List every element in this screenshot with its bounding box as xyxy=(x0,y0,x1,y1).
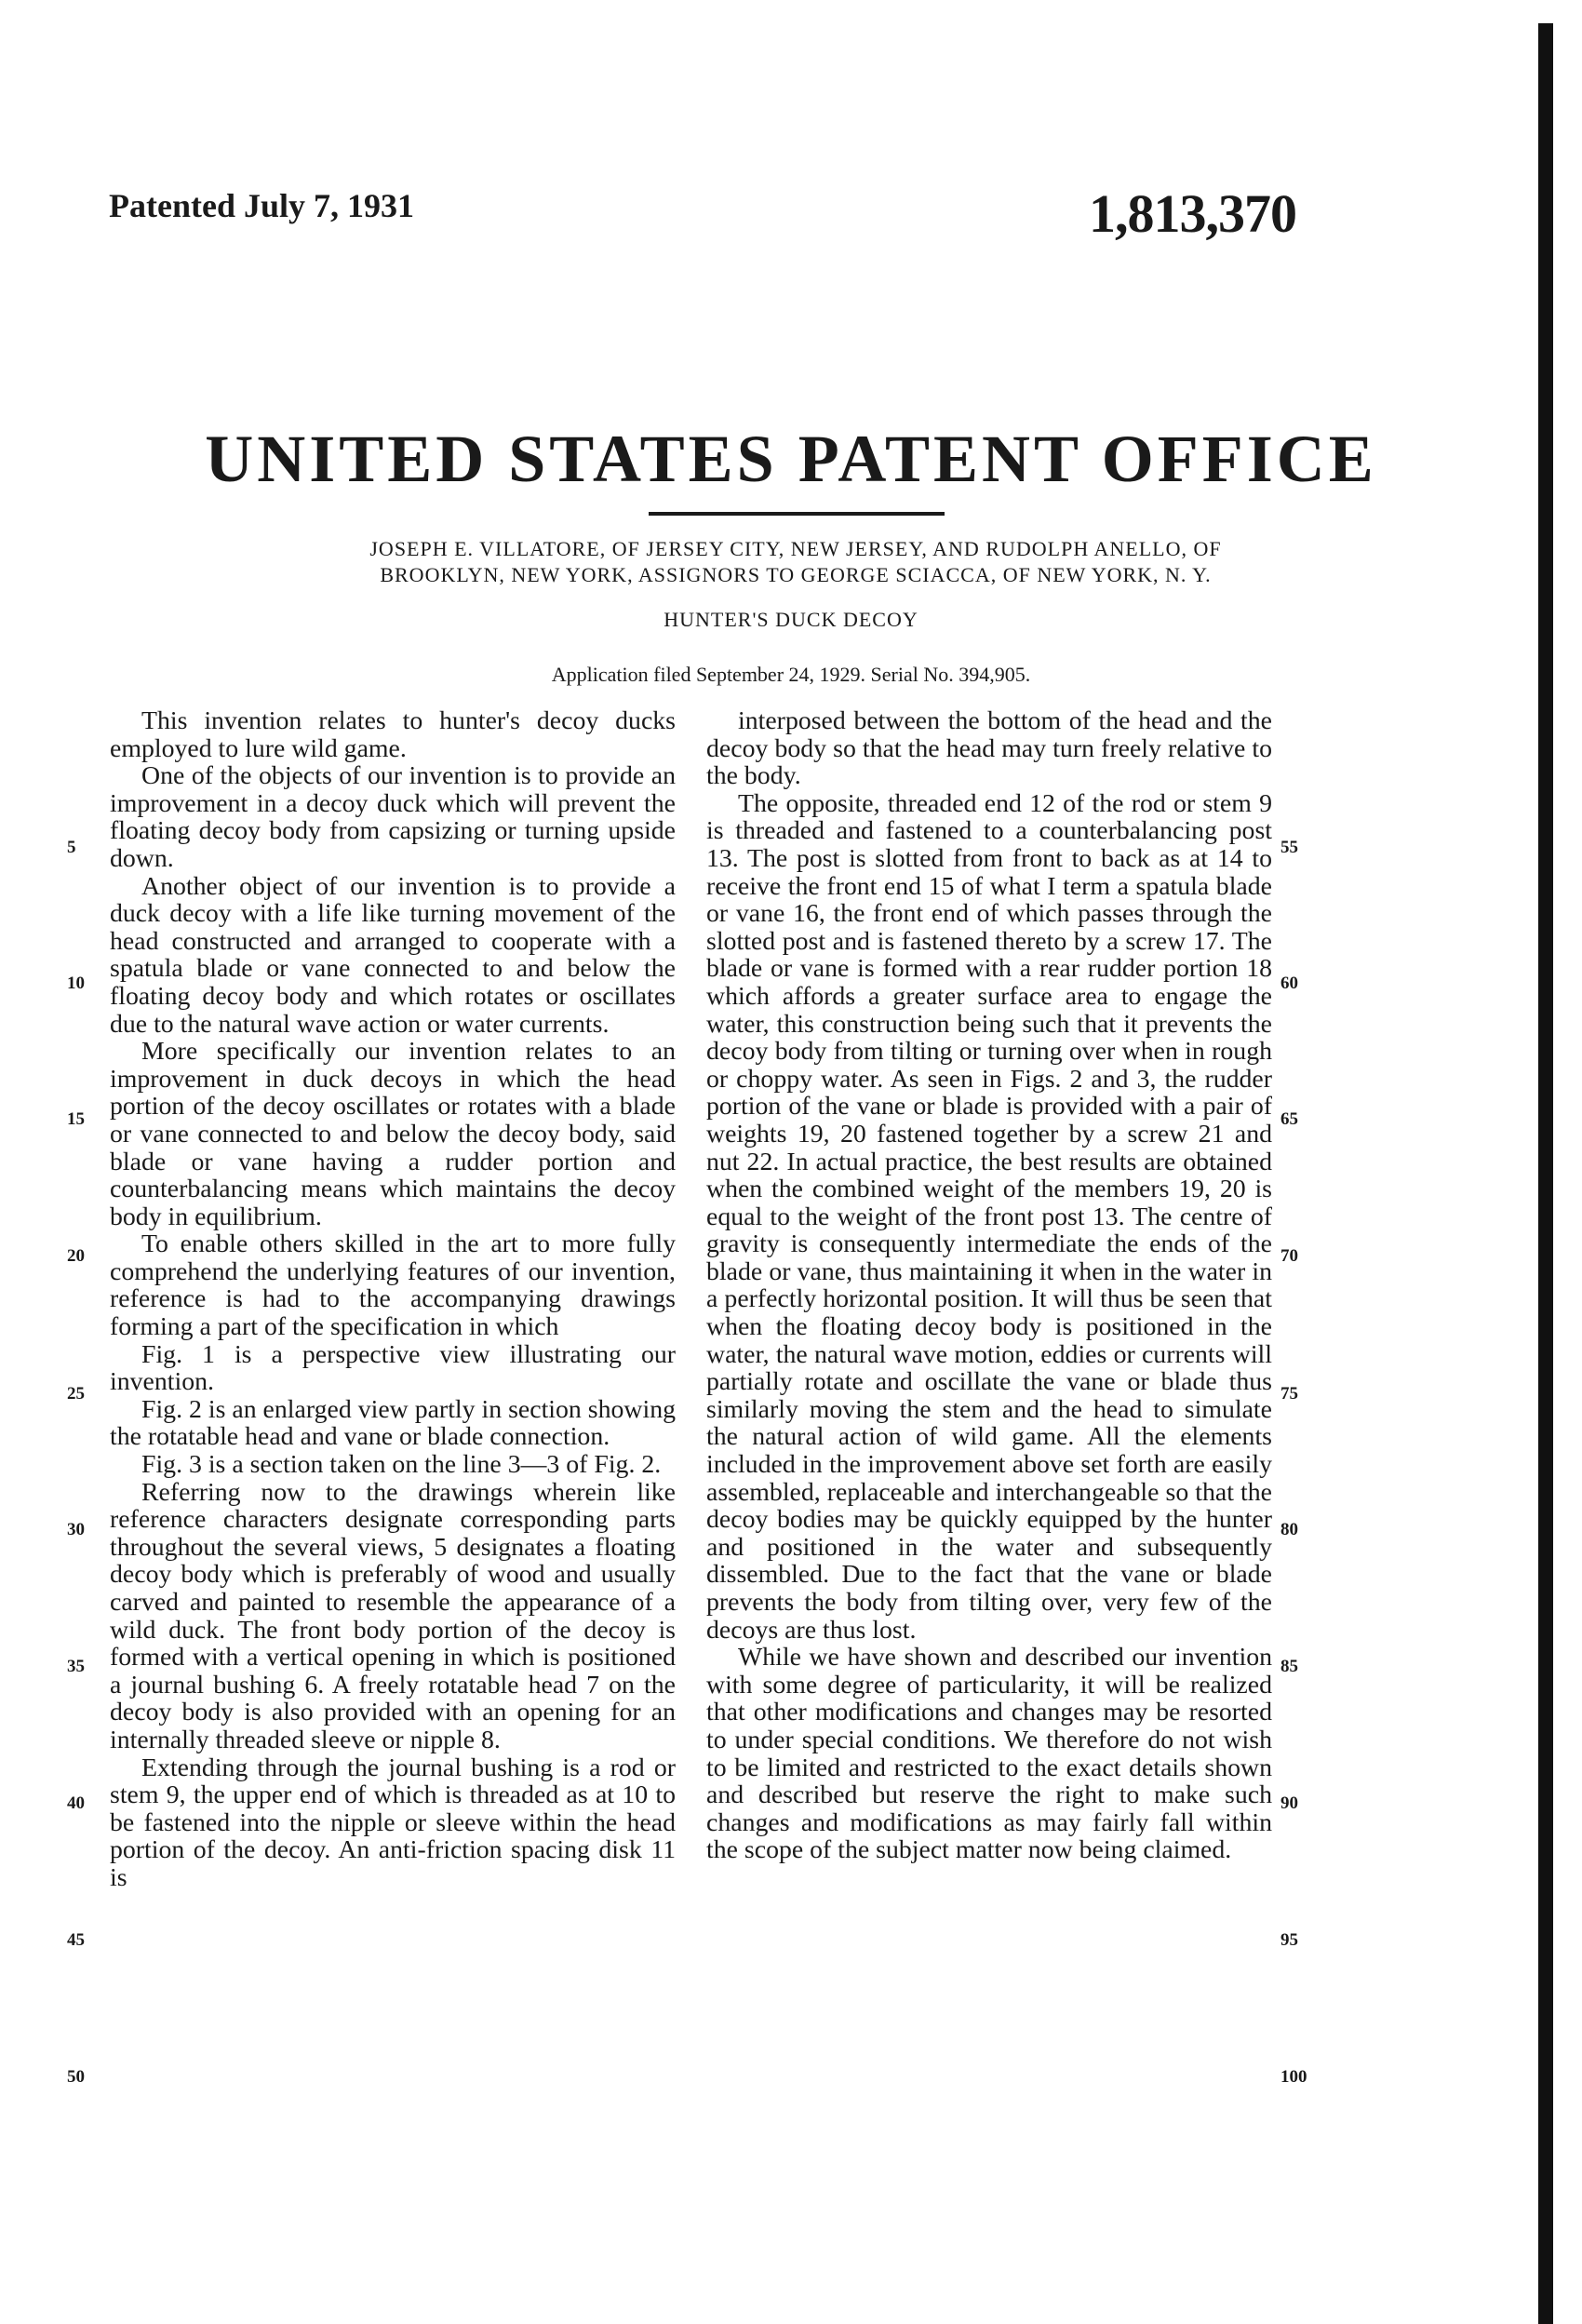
line-number: 50 xyxy=(67,2067,85,2087)
line-number: 85 xyxy=(1280,1657,1298,1676)
line-number: 15 xyxy=(67,1109,85,1129)
line-number: 70 xyxy=(1280,1246,1298,1266)
line-number: 55 xyxy=(1280,838,1298,857)
office-heading: UNITED STATES PATENT OFFICE xyxy=(205,422,1377,496)
patented-date: Patented July 7, 1931 xyxy=(109,187,414,224)
paragraph: This invention relates to hunter's decoy ducks employed to lure wild game. xyxy=(110,706,676,763)
application-line: Application filed September 24, 1929. Serial No. 394,905. xyxy=(551,663,1031,686)
paragraph: One of the objects of our invention is to provide an improvement in a decoy duck which will prevent the floating decoy body from capsizing or turning upside down. xyxy=(110,761,676,873)
line-number: 30 xyxy=(67,1520,85,1539)
paragraph: Fig. 3 is a section taken on the line 3—3 of Fig. 2. xyxy=(141,1450,662,1480)
paragraph: More specifically our invention relates to an improvement in duck decoys in which the head portion of the decoy oscillates or rotates with a blade or vane connected to and below the decoy body, said blade or vane having a rudder portion and counterbalancing means which maintains the decoy body in equilibrium. xyxy=(110,1037,676,1231)
paragraph: Another object of our invention is to provide a duck decoy with a life like turning movement of the head constructed and arranged to cooperate with a spatula blade or vane connected to and below the floating decoy body and which rotates or oscillates due to the natural wave action or water currents. xyxy=(110,871,676,1039)
scan-edge-bar xyxy=(1538,23,1553,2324)
line-number: 5 xyxy=(67,838,76,857)
inventors-block xyxy=(102,536,1489,588)
line-number: 90 xyxy=(1280,1793,1298,1813)
line-number: 45 xyxy=(67,1930,85,1950)
line-number: 25 xyxy=(67,1384,85,1404)
paragraph: Referring now to the drawings wherein like reference characters designate corresponding parts throughout the several views, 5 designates a floating decoy body which is preferably of wood and usually carved and painted to resemble the appearance of a wild duck. The front body portion of the decoy is formed with a vertical opening in which is positioned a journal bushing 6. A freely rotatable head 7 on the decoy body is also provided with an opening for an internally threaded sleeve or nipple 8. xyxy=(110,1477,676,1754)
line-number: 75 xyxy=(1280,1384,1298,1404)
line-number: 95 xyxy=(1280,1930,1298,1950)
left-column xyxy=(110,707,676,1892)
inventors-line-1: JOSEPH E. VILLATORE, OF JERSEY CITY, NEW JERSEY, AND RUDOLPH ANELLO, OF xyxy=(369,537,1222,560)
paragraph: The opposite, threaded end 12 of the rod or stem 9 is threaded and fastened to a counterbalancing post 13. The post is slotted from front to back as at 14 to receive the front end 15 of what I term a spatula blade or vane 16, the front end of which passes through the slotted post and is fastened thereto by a screw 17. The blade or vane is formed with a rear rudder portion 18 which affords a greater surface area to engage the water, this construction being such that it prevents the decoy body from tilting or turning over when in rough or choppy water. As seen in Figs. 2 and 3, the rudder portion of the vane or blade is provided with a pair of weights 19, 20 fastened together by a screw 21 and nut 22. In actual practice, the best results are obtained when the combined weight of the members 19, 20 is equal to the weight of the front post 13. The centre of gravity is consequently intermediate the ends of the blade or vane, thus maintaining it when in the water in a perfectly horizontal position. It will thus be seen that when the floating decoy body is positioned in the water, the natural wave motion, eddies or currents will partially rotate and oscillate the vane or blade thus similarly moving the stem and the head to simulate the natural action of wild game. All the elements included in the improvement above set forth are easily assembled, replaceable and interchangeable so that the decoy bodies may be quickly equipped by the hunter and positioned in the water and subsequently dissembled. Due to the fact that the vane or blade prevents the body from tilting over, very few of the decoys are thus lost. xyxy=(706,788,1272,1645)
line-number: 20 xyxy=(67,1246,85,1266)
invention-title: HUNTER'S DUCK DECOY xyxy=(664,608,918,631)
line-number: 35 xyxy=(67,1657,85,1676)
paragraph: Fig. 1 is a perspective view illustrating our invention. xyxy=(110,1339,676,1397)
line-number: 65 xyxy=(1280,1109,1298,1129)
heading-rule xyxy=(649,512,945,516)
right-column xyxy=(706,707,1272,1864)
line-number: 40 xyxy=(67,1793,85,1813)
paragraph: Extending through the journal bushing is a rod or stem 9, the upper end of which is threaded as at 10 to be fastened into the nipple or sleeve within the head portion of the decoy. An anti-friction spacing disk 11 is xyxy=(110,1753,676,1892)
paragraph: Fig. 2 is an enlarged view partly in section showing the rotatable head and vane or blade connection. xyxy=(110,1394,676,1452)
patent-number: 1,813,370 xyxy=(1089,183,1296,244)
paragraph: interposed between the bottom of the head and the decoy body so that the head may turn freely relative to the body. xyxy=(706,706,1272,791)
line-number: 10 xyxy=(67,974,85,993)
line-number: 80 xyxy=(1280,1520,1298,1539)
paragraph: While we have shown and described our invention with some degree of particularity, it will be realized that other modifications and changes may be resorted to under special conditions. We therefore do not wish to be limited and restricted to the exact details shown and described but reserve the right to make such changes and modifications as may fairly fall within the scope of the subject matter now being claimed. xyxy=(706,1643,1272,1865)
line-number: 60 xyxy=(1280,974,1298,993)
paragraph: To enable others skilled in the art to more fully comprehend the underlying features of our invention, reference is had to the accompanying drawings forming a part of the specification in which xyxy=(110,1229,676,1342)
line-number: 100 xyxy=(1280,2067,1307,2087)
inventors-line-2: BROOKLYN, NEW YORK, ASSIGNORS TO GEORGE SCIACCA, OF NEW YORK, N. Y. xyxy=(380,563,1212,586)
